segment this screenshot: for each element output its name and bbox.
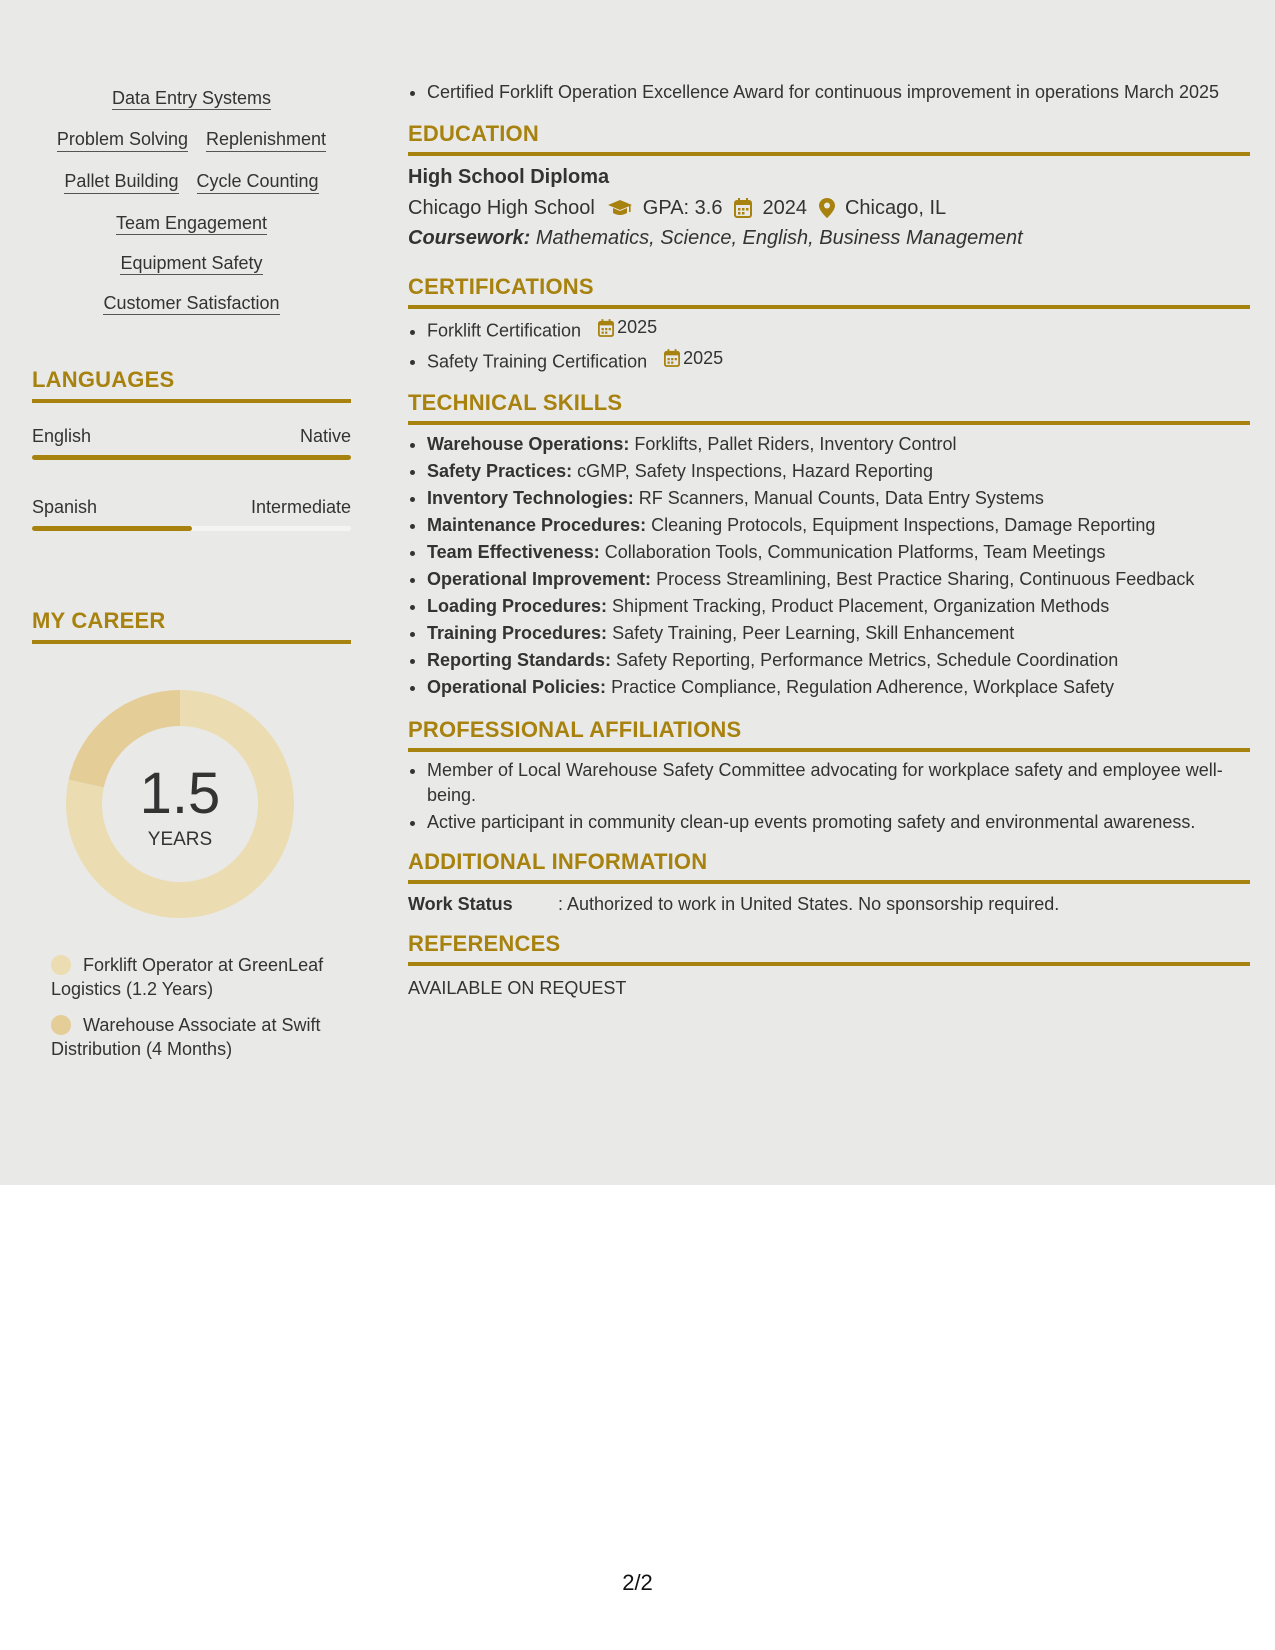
skill-tag: Customer Satisfaction bbox=[103, 293, 280, 313]
languages-heading: LANGUAGES bbox=[32, 367, 351, 403]
language-item bbox=[32, 425, 351, 460]
additional-info-heading: ADDITIONAL INFORMATION bbox=[408, 849, 1250, 884]
graduation-cap-icon bbox=[607, 199, 633, 217]
skill-category: Operational Improvement: bbox=[427, 569, 652, 589]
coursework-label: Coursework: bbox=[408, 227, 531, 249]
certifications-heading: CERTIFICATIONS bbox=[408, 274, 1250, 309]
technical-skill-item bbox=[427, 431, 1250, 458]
skill-values: Collaboration Tools, Communication Platforms, Team Meetings bbox=[604, 542, 1106, 562]
coursework-value: Mathematics, Science, English, Business Management bbox=[535, 227, 1023, 249]
affiliation-item: • Active participant in community clean-up events promoting safety and environmental awareness. bbox=[427, 810, 1250, 835]
calendar-icon bbox=[598, 319, 614, 337]
left-column bbox=[32, 80, 351, 1073]
skill-tag-row-wrapper bbox=[38, 87, 345, 110]
skill-tag: Problem Solving bbox=[57, 128, 188, 152]
technical-skill-item bbox=[427, 485, 1250, 512]
map-pin-icon bbox=[819, 198, 835, 218]
work-status-row bbox=[408, 892, 1250, 916]
career-legend-label: Warehouse Associate at Swift Distribution (4 Months) bbox=[51, 1015, 321, 1059]
technical-skill-item bbox=[427, 620, 1250, 647]
graduation-year: 2024 bbox=[762, 197, 807, 219]
affiliations-heading: PROFESSIONAL AFFILIATIONS bbox=[408, 717, 1250, 752]
technical-skill-item bbox=[427, 539, 1250, 566]
skill-values: RF Scanners, Manual Counts, Data Entry Systems bbox=[638, 488, 1044, 508]
school-name: Chicago High School bbox=[408, 197, 595, 219]
language-proficiency-bar bbox=[32, 455, 351, 460]
skill-tag: Pallet Building bbox=[64, 170, 178, 194]
technical-skill-item bbox=[427, 647, 1250, 674]
language-name: English bbox=[32, 426, 92, 446]
skill-category: Loading Procedures: bbox=[427, 596, 608, 616]
skill-tag-row-wrapper bbox=[38, 212, 345, 234]
skill-tag-row-wrapper bbox=[38, 252, 345, 274]
technical-skill-item bbox=[427, 593, 1250, 620]
skill-values: Process Streamlining, Best Practice Sharing, Continuous Feedback bbox=[656, 569, 1195, 589]
page-number: 2/2 bbox=[622, 1570, 653, 1595]
language-item bbox=[32, 496, 351, 531]
skill-category: Reporting Standards: bbox=[427, 650, 612, 670]
legend-dot bbox=[51, 1015, 71, 1035]
career-total-value: 1.5 bbox=[139, 761, 221, 826]
coursework bbox=[408, 226, 1250, 250]
language-proficiency-fill bbox=[32, 526, 192, 531]
language-level: Intermediate bbox=[250, 497, 351, 517]
affiliations-list bbox=[408, 758, 1250, 835]
education-meta bbox=[408, 196, 1250, 220]
skill-values: Safety Training, Peer Learning, Skill Enhancement bbox=[612, 623, 1015, 643]
skill-category: Maintenance Procedures: bbox=[427, 515, 647, 535]
technical-skill-item bbox=[427, 512, 1250, 539]
skill-category: Warehouse Operations: bbox=[427, 434, 630, 454]
certification-name: Forklift Certification bbox=[427, 320, 582, 341]
certification-item bbox=[427, 314, 1250, 345]
technical-skills-list bbox=[408, 431, 1250, 701]
skill-tag-row-wrapper bbox=[38, 292, 345, 314]
technical-skill-item bbox=[427, 674, 1250, 701]
technical-skill-item bbox=[427, 458, 1250, 485]
career-heading: MY CAREER bbox=[32, 608, 351, 644]
skill-category: Training Procedures: bbox=[427, 623, 608, 643]
language-proficiency-bar bbox=[32, 526, 351, 531]
work-status-label: Work Status bbox=[408, 894, 513, 914]
skill-tag: Cycle Counting bbox=[197, 170, 319, 194]
calendar-icon bbox=[664, 349, 680, 367]
skill-tag: Replenishment bbox=[206, 128, 326, 152]
award-item: • Certified Forklift Operation Excellence Award for continuous improvement in operations March 2025 bbox=[427, 80, 1250, 105]
legend-dot bbox=[51, 955, 71, 975]
skill-values: Shipment Tracking, Product Placement, Organization Methods bbox=[612, 596, 1110, 616]
certification-item bbox=[427, 345, 1250, 376]
career-total-unit: YEARS bbox=[147, 829, 213, 850]
certification-year: 2025 bbox=[617, 317, 658, 337]
career-legend bbox=[32, 953, 351, 1061]
career-legend-item bbox=[51, 1013, 351, 1061]
skill-category: Inventory Technologies: bbox=[427, 488, 634, 508]
calendar-icon bbox=[734, 198, 752, 218]
language-level: Native bbox=[299, 426, 351, 446]
skill-category: Safety Practices: bbox=[427, 461, 573, 481]
work-status-value: : Authorized to work in United States. No sponsorship required. bbox=[558, 894, 1060, 914]
certification-year-wrap bbox=[598, 314, 657, 341]
career-legend-item bbox=[51, 953, 351, 1001]
language-proficiency-fill bbox=[32, 455, 351, 460]
gpa: GPA: 3.6 bbox=[642, 197, 723, 219]
skill-tag: Team Engagement bbox=[115, 213, 268, 233]
skill-values: Forklifts, Pallet Riders, Inventory Control bbox=[634, 434, 957, 454]
skill-category: Operational Policies: bbox=[427, 677, 607, 697]
certification-year-wrap bbox=[664, 345, 723, 372]
references-heading: REFERENCES bbox=[408, 931, 1250, 966]
affiliation-item: • Member of Local Warehouse Safety Committee advocating for workplace safety and employee well-being. bbox=[427, 758, 1250, 808]
skill-category: Team Effectiveness: bbox=[427, 542, 600, 562]
school-location: Chicago, IL bbox=[844, 197, 947, 219]
skill-values: Practice Compliance, Regulation Adherence, Workplace Safety bbox=[611, 677, 1115, 697]
education-heading: EDUCATION bbox=[408, 121, 1250, 156]
degree-title: High School Diploma bbox=[408, 166, 610, 188]
technical-skills-heading: TECHNICAL SKILLS bbox=[408, 390, 1250, 425]
certifications-list bbox=[408, 314, 1250, 375]
skill-values: Cleaning Protocols, Equipment Inspections, Damage Reporting bbox=[651, 515, 1156, 535]
right-column bbox=[408, 80, 1250, 1000]
skill-tag: Equipment Safety bbox=[120, 253, 263, 273]
references-text: AVAILABLE ON REQUEST bbox=[408, 978, 627, 998]
language-name: Spanish bbox=[32, 497, 98, 517]
career-donut-chart bbox=[65, 689, 295, 919]
awards-list bbox=[408, 80, 1250, 105]
skill-values: Safety Reporting, Performance Metrics, Schedule Coordination bbox=[616, 650, 1119, 670]
technical-skill-item bbox=[427, 566, 1250, 593]
skill-tag: Data Entry Systems bbox=[111, 88, 272, 108]
skills-cloud bbox=[32, 80, 351, 314]
career-legend-label: Forklift Operator at GreenLeaf Logistics (1.2 Years) bbox=[51, 955, 324, 999]
skill-values: cGMP, Safety Inspections, Hazard Reporting bbox=[577, 461, 933, 481]
certification-name: Safety Training Certification bbox=[427, 351, 648, 371]
certification-year: 2025 bbox=[683, 347, 724, 368]
